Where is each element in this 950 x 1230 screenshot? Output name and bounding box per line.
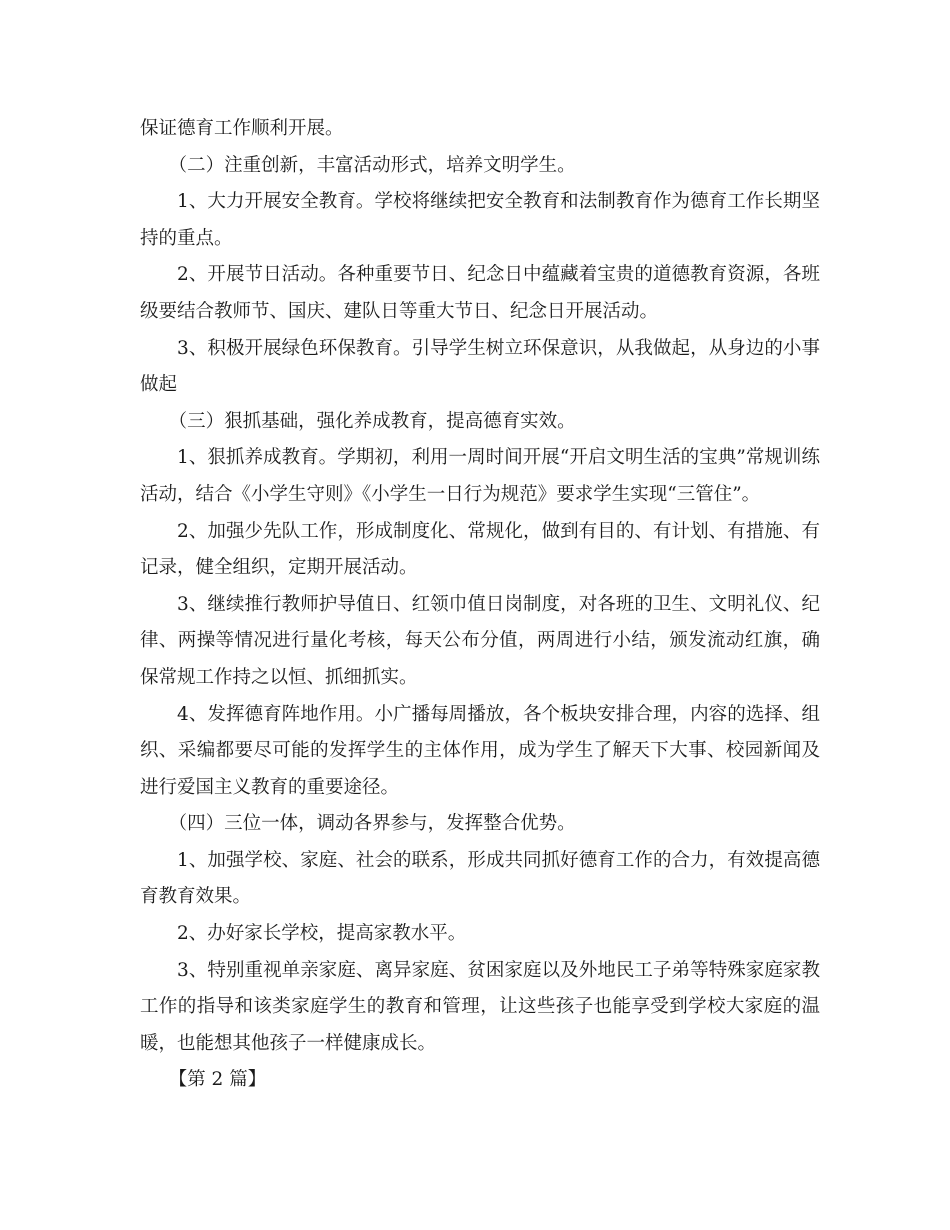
section-heading-3: （三）狠抓基础，强化养成教育，提高德育实效。 (168, 410, 576, 432)
section-heading-2: （二）注重创新，丰富活动形式，培养文明学生。 (168, 154, 576, 176)
paragraph: 2、开展节日活动。各种重要节日、纪念日中蕴藏着宝贵的道德教育资源，各班级要结合教师节、国庆、建队日等重大节日、纪念日开展活动。 (140, 264, 820, 322)
document-body (140, 111, 820, 1099)
paragraph: 1、狠抓养成教育。学期初，利用一周时间开展“开启文明生活的宝典”常规训练活动，结合《小学生守则》《小学生一日行为规范》要求学生实现“三管住”。 (140, 447, 820, 505)
paragraph: 4、发挥德育阵地作用。小广播每周播放，各个板块安排合理，内容的选择、组织、采编都要尽可能的发挥学生的主体作用，成为学生了解天下大事、校园新闻及进行爱国主义教育的重要途径。 (140, 703, 820, 798)
paragraph: 3、继续推行教师护导值日、红领巾值日岗制度，对各班的卫生、文明礼仪、纪律、两操等情况进行量化考核，每天公布分值，两周进行小结，颁发流动红旗，确保常规工作持之以恒、抓细抓实。 (140, 593, 820, 688)
paragraph-continuation: 保证德育工作顺利开展。 (140, 118, 344, 139)
paragraph: 2、办好家长学校，提高家教水平。 (177, 923, 467, 945)
paragraph: 1、大力开展安全教育。学校将继续把安全教育和法制教育作为德育工作长期坚持的重点。 (140, 191, 820, 249)
paragraph: 3、积极开展绿色环保教育。引导学生树立环保意识，从我做起，从身边的小事做起 (140, 337, 820, 396)
paragraph: 2、加强少先队工作，形成制度化、常规化，做到有目的、有计划、有措施、有记录，健全组织，定期开展活动。 (140, 520, 820, 579)
article-marker: 【第 2 篇】 (168, 1069, 267, 1091)
paragraph: 1、加强学校、家庭、社会的联系，形成共同抓好德育工作的合力，有效提高德育教育效果。 (140, 849, 820, 908)
paragraph: 3、特别重视单亲家庭、离异家庭、贫困家庭以及外地民工子弟等特殊家庭家教工作的指导和该类家庭学生的教育和管理，让这些孩子也能享受到学校大家庭的温暖，也能想其他孩子一样健康成长。 (140, 959, 820, 1054)
section-heading-4: （四）三位一体，调动各界参与，发挥整合优势。 (168, 813, 576, 835)
